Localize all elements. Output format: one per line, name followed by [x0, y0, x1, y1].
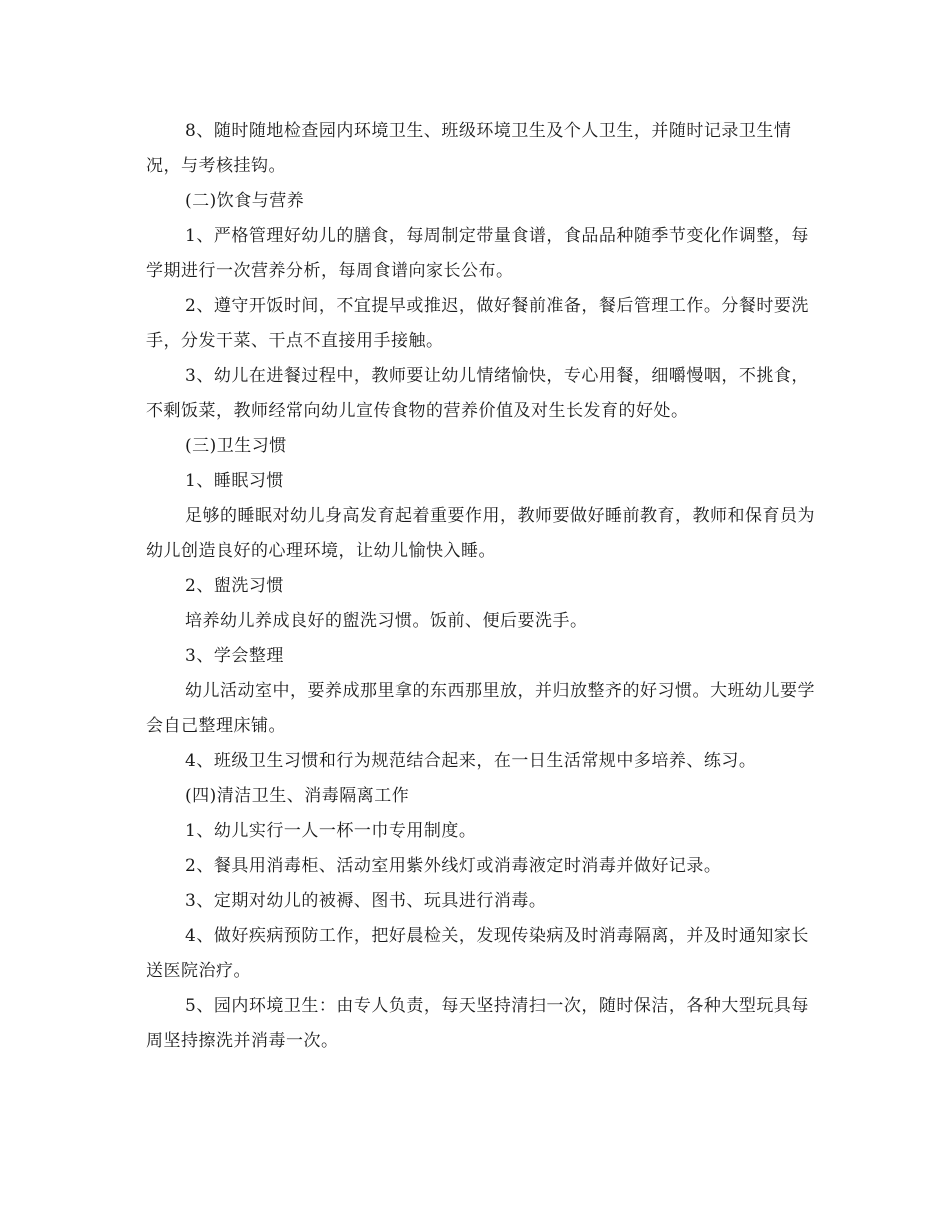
- section-heading-cleaning-disinfection: (四)清洁卫生、消毒隔离工作: [185, 786, 410, 806]
- paragraph-cleaning-2: 2、餐具用消毒柜、活动室用紫外线灯或消毒液定时消毒并做好记录。: [185, 856, 722, 876]
- section-heading-hygiene-habits: (三)卫生习惯: [185, 436, 287, 456]
- paragraph-diet-3: 3、幼儿在进餐过程中，教师要让幼儿情绪愉快，专心用餐，细嚼慢咽，不挑食，不剩饭菜，教师经常向幼儿宣传食物的营养价值及对生长发育的好处。: [146, 366, 809, 421]
- subheading-washing-habits: 2、盥洗习惯: [185, 576, 284, 596]
- paragraph-diet-2: 2、遵守开饭时间，不宜提早或推迟，做好餐前准备，餐后管理工作。分餐时要洗手，分发干菜、干点不直接用手接触。: [146, 296, 809, 351]
- paragraph-cleaning-5: 5、园内环境卫生：由专人负责，每天坚持清扫一次，随时保洁，各种大型玩具每周坚持擦洗并消毒一次。: [146, 996, 809, 1051]
- paragraph-item-8: 8、随时随地检查园内环境卫生、班级环境卫生及个人卫生，并随时记录卫生情况，与考核挂钩。: [146, 121, 792, 176]
- paragraph-cleaning-3: 3、定期对幼儿的被褥、图书、玩具进行消毒。: [185, 891, 547, 911]
- paragraph-cleaning-4: 4、做好疾病预防工作，把好晨检关，发现传染病及时消毒隔离，并及时通知家长送医院治疗。: [146, 926, 809, 981]
- paragraph-cleaning-1: 1、幼儿实行一人一杯一巾专用制度。: [185, 821, 477, 841]
- subheading-sleep-habits: 1、睡眠习惯: [185, 471, 284, 491]
- subheading-tidying: 3、学会整理: [185, 646, 284, 666]
- paragraph-sleep: 足够的睡眠对幼儿身高发育起着重要作用，教师要做好睡前教育，教师和保育员为幼儿创造良好的心理环境，让幼儿愉快入睡。: [146, 506, 815, 561]
- paragraph-washing: 培养幼儿养成良好的盥洗习惯。饭前、便后要洗手。: [185, 611, 588, 631]
- paragraph-hygiene-4: 4、班级卫生习惯和行为规范结合起来，在一日生活常规中多培养、练习。: [185, 751, 757, 771]
- paragraph-diet-1: 1、严格管理好幼儿的膳食，每周制定带量食谱，食品品种随季节变化作调整，每学期进行一次营养分析，每周食谱向家长公布。: [146, 226, 809, 281]
- paragraph-tidying: 幼儿活动室中，要养成那里拿的东西那里放，并归放整齐的好习惯。大班幼儿要学会自己整理床铺。: [146, 681, 815, 736]
- section-heading-diet-nutrition: (二)饮食与营养: [185, 191, 305, 211]
- document-body: [146, 114, 818, 1059]
